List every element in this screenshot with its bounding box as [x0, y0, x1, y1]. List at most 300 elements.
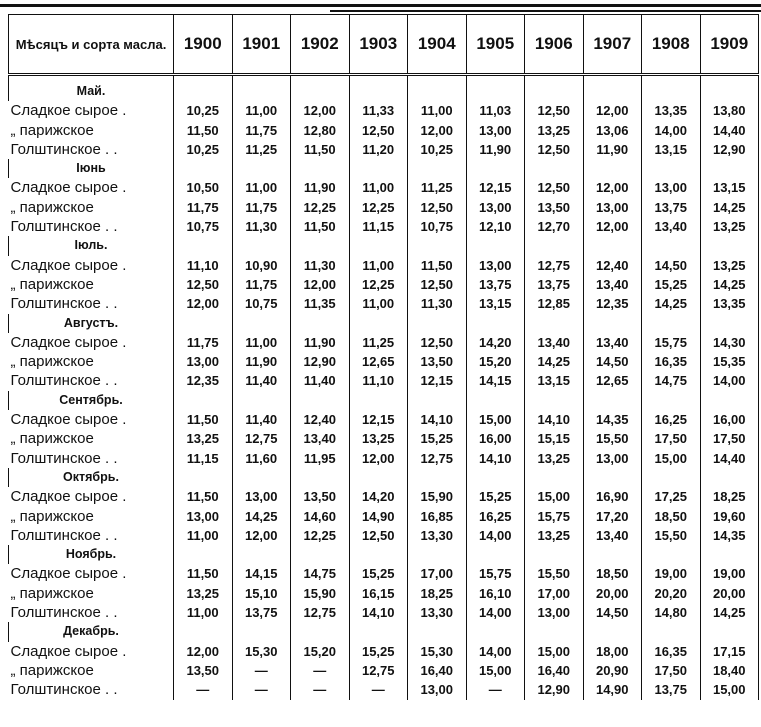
price-cell: 14,50	[642, 256, 701, 275]
price-cell: 15,15	[525, 429, 584, 448]
price-cell: 10,75	[174, 217, 233, 236]
table-row	[9, 603, 759, 622]
year-header: 1903	[349, 15, 408, 75]
price-cell: 12,15	[408, 371, 467, 390]
table-row	[9, 680, 759, 699]
price-cell: 15,00	[466, 410, 525, 429]
butter-grade-label: Сладкое сырое .	[10, 256, 127, 274]
spacer-cell	[291, 75, 350, 83]
price-cell: 13,15	[642, 140, 701, 159]
price-cell: 11,30	[291, 256, 350, 275]
price-cell: 12,40	[583, 256, 642, 275]
price-cell: 11,30	[408, 294, 467, 313]
price-cell: 15,20	[291, 642, 350, 661]
price-cell: 20,00	[700, 584, 759, 603]
price-cell: 10,75	[408, 217, 467, 236]
price-cell: 13,50	[408, 352, 467, 371]
price-cell: 11,50	[174, 564, 233, 583]
price-cell: 14,30	[700, 333, 759, 352]
price-cell: 14,75	[642, 371, 701, 390]
empty-cell	[174, 159, 233, 178]
butter-grade-label: Сладкое сырое .	[10, 102, 127, 120]
price-cell: 14,25	[525, 352, 584, 371]
empty-cell	[466, 468, 525, 487]
price-cell: 14,50	[583, 352, 642, 371]
month-name: Декабрь.	[9, 622, 174, 641]
price-cell: 13,75	[525, 275, 584, 294]
butter-grade-label: „ парижское	[10, 198, 94, 216]
price-cell: 14,25	[700, 275, 759, 294]
price-cell: 14,00	[642, 121, 701, 140]
price-cell: 11,30	[232, 217, 291, 236]
price-cell: 17,00	[525, 584, 584, 603]
empty-cell	[700, 468, 759, 487]
price-cell: 12,00	[291, 101, 350, 120]
empty-cell	[583, 391, 642, 410]
spacer-cell	[700, 75, 759, 83]
price-cell: 14,20	[466, 333, 525, 352]
table-row	[9, 449, 759, 468]
price-cell: 13,35	[700, 294, 759, 313]
price-cell: 13,35	[642, 101, 701, 120]
year-header: 1906	[525, 15, 584, 75]
year-header: 1900	[174, 15, 233, 75]
price-cell: 13,00	[466, 121, 525, 140]
table-row	[9, 642, 759, 661]
spacer-cell	[642, 75, 701, 83]
price-cell: 13,25	[525, 449, 584, 468]
empty-cell	[525, 622, 584, 641]
year-header: 1901	[232, 15, 291, 75]
price-cell: 10,50	[174, 178, 233, 197]
price-cell: 14,35	[700, 526, 759, 545]
price-cell: 16,90	[583, 487, 642, 506]
price-cell: 13,40	[583, 275, 642, 294]
price-cell: 11,90	[583, 140, 642, 159]
table-row	[9, 507, 759, 526]
price-cell: 13,40	[525, 333, 584, 352]
price-cell: 12,00	[583, 101, 642, 120]
price-cell: 14,40	[700, 121, 759, 140]
price-cell: 12,50	[408, 333, 467, 352]
month-row	[9, 468, 759, 487]
price-cell: 11,00	[174, 526, 233, 545]
month-name: Октябрь.	[9, 468, 174, 487]
table-row	[9, 352, 759, 371]
price-cell: 12,50	[525, 140, 584, 159]
price-cell: 15,10	[232, 584, 291, 603]
price-cell: 10,25	[174, 101, 233, 120]
empty-cell	[525, 545, 584, 564]
table-row	[9, 294, 759, 313]
price-cell: 18,50	[583, 564, 642, 583]
price-cell: 17,15	[700, 642, 759, 661]
price-cell: 12,25	[291, 198, 350, 217]
month-name: Іюнь	[9, 159, 174, 178]
price-cell: 18,25	[408, 584, 467, 603]
price-cell: 14,35	[583, 410, 642, 429]
price-cell: 17,25	[642, 487, 701, 506]
month-name: Августъ.	[9, 314, 174, 333]
price-cell: 13,15	[700, 178, 759, 197]
price-cell: 14,25	[642, 294, 701, 313]
price-cell: 15,50	[525, 564, 584, 583]
butter-grade-label: „ парижское	[10, 430, 94, 448]
empty-cell	[174, 82, 233, 101]
empty-cell	[174, 545, 233, 564]
price-cell: 18,25	[700, 487, 759, 506]
empty-cell	[700, 159, 759, 178]
spacer-cell	[9, 75, 174, 83]
price-cell: 14,90	[583, 680, 642, 699]
empty-cell	[408, 236, 467, 255]
month-row	[9, 622, 759, 641]
price-cell: 15,75	[642, 333, 701, 352]
price-cell: 14,25	[700, 603, 759, 622]
price-cell: 14,00	[466, 642, 525, 661]
empty-cell	[700, 545, 759, 564]
price-cell: 12,85	[525, 294, 584, 313]
butter-grade-label: Голштинское . .	[10, 295, 118, 313]
spacer-cell	[466, 75, 525, 83]
empty-cell	[232, 236, 291, 255]
empty-cell	[291, 468, 350, 487]
price-cell: 11,95	[291, 449, 350, 468]
price-cell: 13,75	[466, 275, 525, 294]
price-cell: 15,90	[291, 584, 350, 603]
price-cell: 11,50	[408, 256, 467, 275]
price-cell: 12,75	[525, 256, 584, 275]
price-cell: 12,50	[408, 275, 467, 294]
empty-cell	[700, 391, 759, 410]
price-cell: 13,25	[525, 121, 584, 140]
price-cell: 16,10	[466, 584, 525, 603]
price-cell: 12,70	[525, 217, 584, 236]
butter-grade-label: Голштинское . .	[10, 526, 118, 544]
price-cell: 11,25	[349, 333, 408, 352]
empty-cell	[174, 391, 233, 410]
price-cell: 16,00	[466, 429, 525, 448]
price-cell: 11,75	[174, 333, 233, 352]
price-cell: 12,50	[349, 121, 408, 140]
empty-cell	[700, 622, 759, 641]
price-cell: 15,25	[408, 429, 467, 448]
empty-cell	[408, 391, 467, 410]
empty-cell	[174, 314, 233, 333]
price-cell: 17,50	[642, 661, 701, 680]
price-cell: 11,00	[232, 101, 291, 120]
price-cell: 11,50	[174, 487, 233, 506]
empty-cell	[525, 82, 584, 101]
price-cell: 13,75	[642, 680, 701, 699]
empty-cell	[291, 236, 350, 255]
price-cell: 11,50	[291, 217, 350, 236]
price-cell: 14,10	[525, 410, 584, 429]
table-row	[9, 584, 759, 603]
price-cell: 13,25	[174, 584, 233, 603]
month-row	[9, 82, 759, 101]
price-cell: 14,25	[232, 507, 291, 526]
empty-cell	[700, 314, 759, 333]
price-cell: 12,50	[525, 101, 584, 120]
empty-cell	[291, 314, 350, 333]
butter-grade-label: Голштинское . .	[10, 140, 118, 158]
price-cell: 12,15	[466, 178, 525, 197]
butter-grade-label: „ парижское	[10, 507, 94, 525]
butter-grade-label: Голштинское . .	[10, 218, 118, 236]
price-cell: 15,25	[349, 642, 408, 661]
price-cell: 11,25	[408, 178, 467, 197]
butter-price-table	[8, 14, 759, 700]
empty-cell	[642, 82, 701, 101]
price-cell: 13,00	[525, 603, 584, 622]
empty-cell	[291, 391, 350, 410]
month-row	[9, 159, 759, 178]
price-cell: 13,75	[642, 198, 701, 217]
price-cell: 11,15	[349, 217, 408, 236]
price-cell: 13,25	[700, 217, 759, 236]
year-header: 1902	[291, 15, 350, 75]
price-cell: 16,15	[349, 584, 408, 603]
price-cell: 18,00	[583, 642, 642, 661]
empty-cell	[349, 468, 408, 487]
price-cell: 12,00	[349, 449, 408, 468]
header-label: Мѣсяцъ и сорта масла.	[9, 15, 174, 75]
price-cell: 11,03	[466, 101, 525, 120]
price-cell: 11,40	[232, 371, 291, 390]
price-cell: 11,00	[232, 178, 291, 197]
butter-grade-label: Сладкое сырое .	[10, 488, 127, 506]
butter-grade-label: Голштинское . .	[10, 681, 118, 699]
butter-grade-label: Сладкое сырое .	[10, 179, 127, 197]
price-cell: 12,00	[232, 526, 291, 545]
price-cell: 12,75	[408, 449, 467, 468]
month-name: Ноябрь.	[9, 545, 174, 564]
price-cell: 12,50	[408, 198, 467, 217]
spacer-cell	[583, 75, 642, 83]
price-cell: 12,90	[291, 352, 350, 371]
price-cell: 16,25	[466, 507, 525, 526]
price-cell: 12,50	[525, 178, 584, 197]
price-cell: —	[174, 680, 233, 699]
spacer-cell	[174, 75, 233, 83]
butter-grade-label: Сладкое сырое .	[10, 333, 127, 351]
empty-cell	[232, 159, 291, 178]
price-cell: 15,25	[349, 564, 408, 583]
price-cell: 14,20	[349, 487, 408, 506]
price-cell: 11,10	[349, 371, 408, 390]
empty-cell	[525, 236, 584, 255]
price-cell: 10,25	[408, 140, 467, 159]
empty-cell	[466, 236, 525, 255]
price-cell: 16,40	[525, 661, 584, 680]
empty-cell	[583, 468, 642, 487]
table-row	[9, 661, 759, 680]
empty-cell	[466, 545, 525, 564]
empty-cell	[525, 468, 584, 487]
empty-cell	[408, 159, 467, 178]
table-row	[9, 526, 759, 545]
price-cell: 12,50	[349, 526, 408, 545]
price-cell: 12,25	[349, 198, 408, 217]
price-cell: 11,25	[232, 140, 291, 159]
price-cell: 15,75	[466, 564, 525, 583]
price-cell: 12,15	[349, 410, 408, 429]
table-body	[9, 75, 759, 700]
spacer-row	[9, 75, 759, 83]
price-cell: 15,50	[583, 429, 642, 448]
empty-cell	[408, 622, 467, 641]
price-cell: 15,00	[700, 680, 759, 699]
price-cell: 20,20	[642, 584, 701, 603]
price-cell: 13,00	[583, 198, 642, 217]
price-cell: 15,50	[642, 526, 701, 545]
price-cell: 12,80	[291, 121, 350, 140]
price-cell: 15,90	[408, 487, 467, 506]
price-cell: 14,10	[349, 603, 408, 622]
price-cell: 14,00	[466, 526, 525, 545]
empty-cell	[408, 468, 467, 487]
price-cell: 12,65	[583, 371, 642, 390]
butter-grade-label: „ парижское	[10, 353, 94, 371]
butter-grade-label: Голштинское . .	[10, 449, 118, 467]
price-cell: 14,00	[700, 371, 759, 390]
price-cell: 13,00	[466, 256, 525, 275]
price-cell: 17,20	[583, 507, 642, 526]
butter-grade-label: Сладкое сырое .	[10, 642, 127, 660]
price-cell: 15,00	[525, 642, 584, 661]
empty-cell	[349, 391, 408, 410]
price-cell: 14,40	[700, 449, 759, 468]
price-cell: 11,00	[349, 256, 408, 275]
price-cell: 16,00	[700, 410, 759, 429]
empty-cell	[525, 159, 584, 178]
price-cell: 12,75	[349, 661, 408, 680]
top-rule	[0, 4, 761, 7]
price-cell: —	[466, 680, 525, 699]
price-cell: 13,15	[525, 371, 584, 390]
empty-cell	[466, 159, 525, 178]
empty-cell	[583, 545, 642, 564]
empty-cell	[291, 159, 350, 178]
empty-cell	[466, 314, 525, 333]
spacer-cell	[349, 75, 408, 83]
price-cell: 11,00	[174, 603, 233, 622]
empty-cell	[232, 391, 291, 410]
empty-cell	[349, 236, 408, 255]
price-cell: 13,15	[466, 294, 525, 313]
price-cell: 13,00	[642, 178, 701, 197]
butter-grade-label: Сладкое сырое .	[10, 411, 127, 429]
price-cell: 14,15	[232, 564, 291, 583]
table-row	[9, 140, 759, 159]
price-cell: 18,50	[642, 507, 701, 526]
butter-grade-label: Голштинское . .	[10, 372, 118, 390]
price-cell: —	[349, 680, 408, 699]
price-cell: 11,75	[232, 198, 291, 217]
year-header: 1904	[408, 15, 467, 75]
price-cell: 13,50	[174, 661, 233, 680]
price-cell: 11,40	[232, 410, 291, 429]
butter-grade-label: „ парижское	[10, 584, 94, 602]
price-cell: 12,00	[291, 275, 350, 294]
empty-cell	[232, 545, 291, 564]
price-cell: 15,75	[525, 507, 584, 526]
price-cell: 13,40	[642, 217, 701, 236]
price-cell: 11,50	[291, 140, 350, 159]
price-cell: 14,10	[408, 410, 467, 429]
price-cell: —	[232, 680, 291, 699]
table-row	[9, 564, 759, 583]
header-row	[9, 15, 759, 75]
empty-cell	[232, 468, 291, 487]
price-cell: 12,35	[583, 294, 642, 313]
price-cell: 13,00	[174, 352, 233, 371]
spacer-cell	[408, 75, 467, 83]
month-row	[9, 391, 759, 410]
price-cell: 12,00	[408, 121, 467, 140]
year-header: 1907	[583, 15, 642, 75]
empty-cell	[642, 545, 701, 564]
empty-cell	[232, 82, 291, 101]
price-cell: 13,00	[408, 680, 467, 699]
butter-grade-label: Голштинское . .	[10, 604, 118, 622]
price-cell: 15,30	[232, 642, 291, 661]
price-cell: 12,90	[700, 140, 759, 159]
price-cell: 15,00	[466, 661, 525, 680]
price-cell: 11,50	[174, 121, 233, 140]
table-row	[9, 178, 759, 197]
price-cell: 13,25	[349, 429, 408, 448]
month-name: Май.	[9, 82, 174, 101]
price-cell: 15,25	[466, 487, 525, 506]
price-cell: 15,30	[408, 642, 467, 661]
empty-cell	[466, 82, 525, 101]
price-cell: 12,50	[174, 275, 233, 294]
empty-cell	[642, 468, 701, 487]
month-name: Сентябрь.	[9, 391, 174, 410]
year-header: 1905	[466, 15, 525, 75]
price-cell: 12,00	[174, 642, 233, 661]
price-cell: 13,50	[291, 487, 350, 506]
price-cell: 13,00	[583, 449, 642, 468]
price-cell: 15,20	[466, 352, 525, 371]
price-cell: 16,35	[642, 642, 701, 661]
price-cell: 11,00	[349, 178, 408, 197]
price-cell: 15,00	[642, 449, 701, 468]
price-cell: 10,90	[232, 256, 291, 275]
price-cell: 13,00	[232, 487, 291, 506]
empty-cell	[583, 82, 642, 101]
price-cell: 16,40	[408, 661, 467, 680]
price-cell: 10,75	[232, 294, 291, 313]
price-cell: 16,25	[642, 410, 701, 429]
month-row	[9, 314, 759, 333]
year-header: 1909	[700, 15, 759, 75]
empty-cell	[174, 236, 233, 255]
empty-cell	[408, 314, 467, 333]
price-cell: 11,50	[174, 410, 233, 429]
price-cell: 14,60	[291, 507, 350, 526]
price-cell: 11,33	[349, 101, 408, 120]
empty-cell	[466, 391, 525, 410]
price-cell: 14,15	[466, 371, 525, 390]
table-row	[9, 487, 759, 506]
price-cell: 11,00	[408, 101, 467, 120]
empty-cell	[349, 545, 408, 564]
butter-grade-label: Сладкое сырое .	[10, 565, 127, 583]
butter-grade-label: „ парижское	[10, 661, 94, 679]
